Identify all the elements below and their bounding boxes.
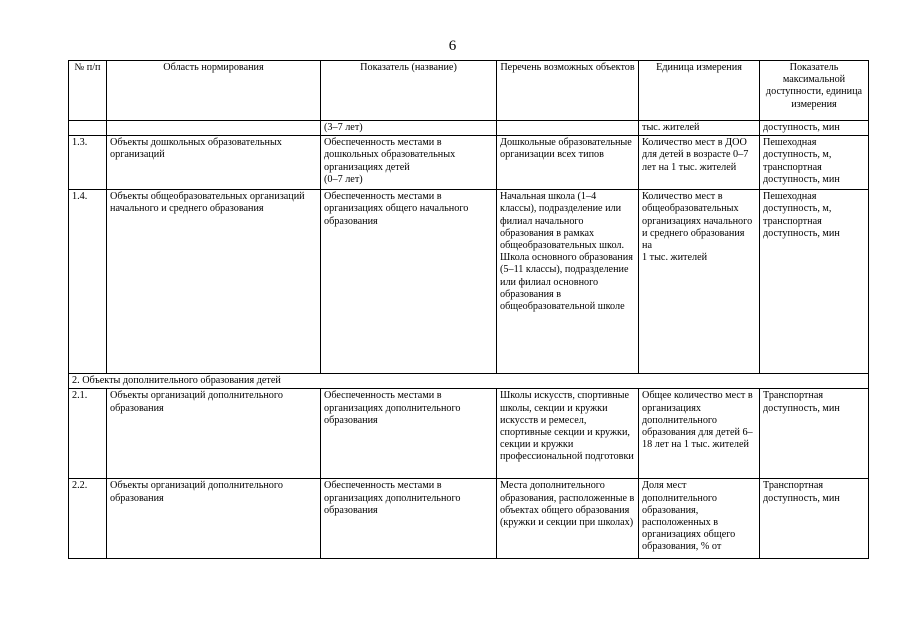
norms-table xyxy=(68,60,869,559)
cell-unit: Общее количество мест в организациях дополнительного образования для детей 6–18 лет на 1 тыс. жителей xyxy=(639,389,760,479)
cell-number xyxy=(69,121,107,136)
table-row xyxy=(69,136,869,190)
table-row xyxy=(69,479,869,559)
cell-area: Объекты организаций дополнительного образования xyxy=(107,479,321,559)
header-unit: Единица измерения xyxy=(639,61,760,121)
cell-area: Объекты организаций дополнительного образования xyxy=(107,389,321,479)
cell-access: доступность, мин xyxy=(760,121,869,136)
cell-unit: Количество мест в общеобразовательных организациях начального и среднего образования на 1 тыс. жителей xyxy=(639,190,760,374)
header-row xyxy=(69,61,869,121)
cell-area: Объекты общеобразовательных организаций начального и среднего образования xyxy=(107,190,321,374)
cell-number: 2.2. xyxy=(69,479,107,559)
cell-area: Объекты дошкольных образовательных организаций xyxy=(107,136,321,190)
cell-objects: Школы искусств, спортивные школы, секции и кружки искусств и ремесел, спортивные секции и кружки, секции и кружки профессиональной подготовки xyxy=(497,389,639,479)
cell-unit: Количество мест в ДОО для детей в возрасте 0–7 лет на 1 тыс. жителей xyxy=(639,136,760,190)
cell-indicator: (3–7 лет) xyxy=(321,121,497,136)
cell-unit: тыс. жителей xyxy=(639,121,760,136)
cell-indicator: Обеспеченность местами в организациях дополнительного образования xyxy=(321,389,497,479)
cell-access: Транспортная доступность, мин xyxy=(760,389,869,479)
header-indicator: Показатель (название) xyxy=(321,61,497,121)
cell-unit: Доля мест дополнительного образования, расположенных в организациях общего образования, % от xyxy=(639,479,760,559)
page-number: 6 xyxy=(448,38,457,54)
cell-access: Пешеходная доступность, м, транспортная доступность, мин xyxy=(760,190,869,374)
cell-number: 2.1. xyxy=(69,389,107,479)
cell-objects: Начальная школа (1–4 классы), подразделение или филиал начального образования в рамках общеобразовательных школ. Школа основного образования (5–11 классы), подразделение или филиал основного образования в общеобразовательной школе xyxy=(497,190,639,374)
table-row xyxy=(69,190,869,374)
header-number: № п/п xyxy=(69,61,107,121)
cell-number: 1.4. xyxy=(69,190,107,374)
cell-objects: Места дополнительного образования, расположенные в объектах общего образования (кружки и секции при школах) xyxy=(497,479,639,559)
cell-indicator: Обеспеченность местами в дошкольных образовательных организациях детей (0–7 лет) xyxy=(321,136,497,190)
header-objects: Перечень возможных объектов xyxy=(497,61,639,121)
cell-indicator: Обеспеченность местами в организациях общего начального образования xyxy=(321,190,497,374)
cell-objects xyxy=(497,121,639,136)
section-title: 2. Объекты дополнительного образования детей xyxy=(69,374,869,389)
header-area: Область нормирования xyxy=(107,61,321,121)
cell-access: Транспортная доступность, мин xyxy=(760,479,869,559)
cell-area xyxy=(107,121,321,136)
table-row xyxy=(69,389,869,479)
table-row-continuation xyxy=(69,121,869,136)
cell-indicator: Обеспеченность местами в организациях дополнительного образования xyxy=(321,479,497,559)
cell-objects: Дошкольные образовательные организации всех типов xyxy=(497,136,639,190)
section-row xyxy=(69,374,869,389)
header-access: Показатель максимальной доступности, единица измерения xyxy=(760,61,869,121)
cell-number: 1.3. xyxy=(69,136,107,190)
cell-access: Пешеходная доступность, м, транспортная доступность, мин xyxy=(760,136,869,190)
